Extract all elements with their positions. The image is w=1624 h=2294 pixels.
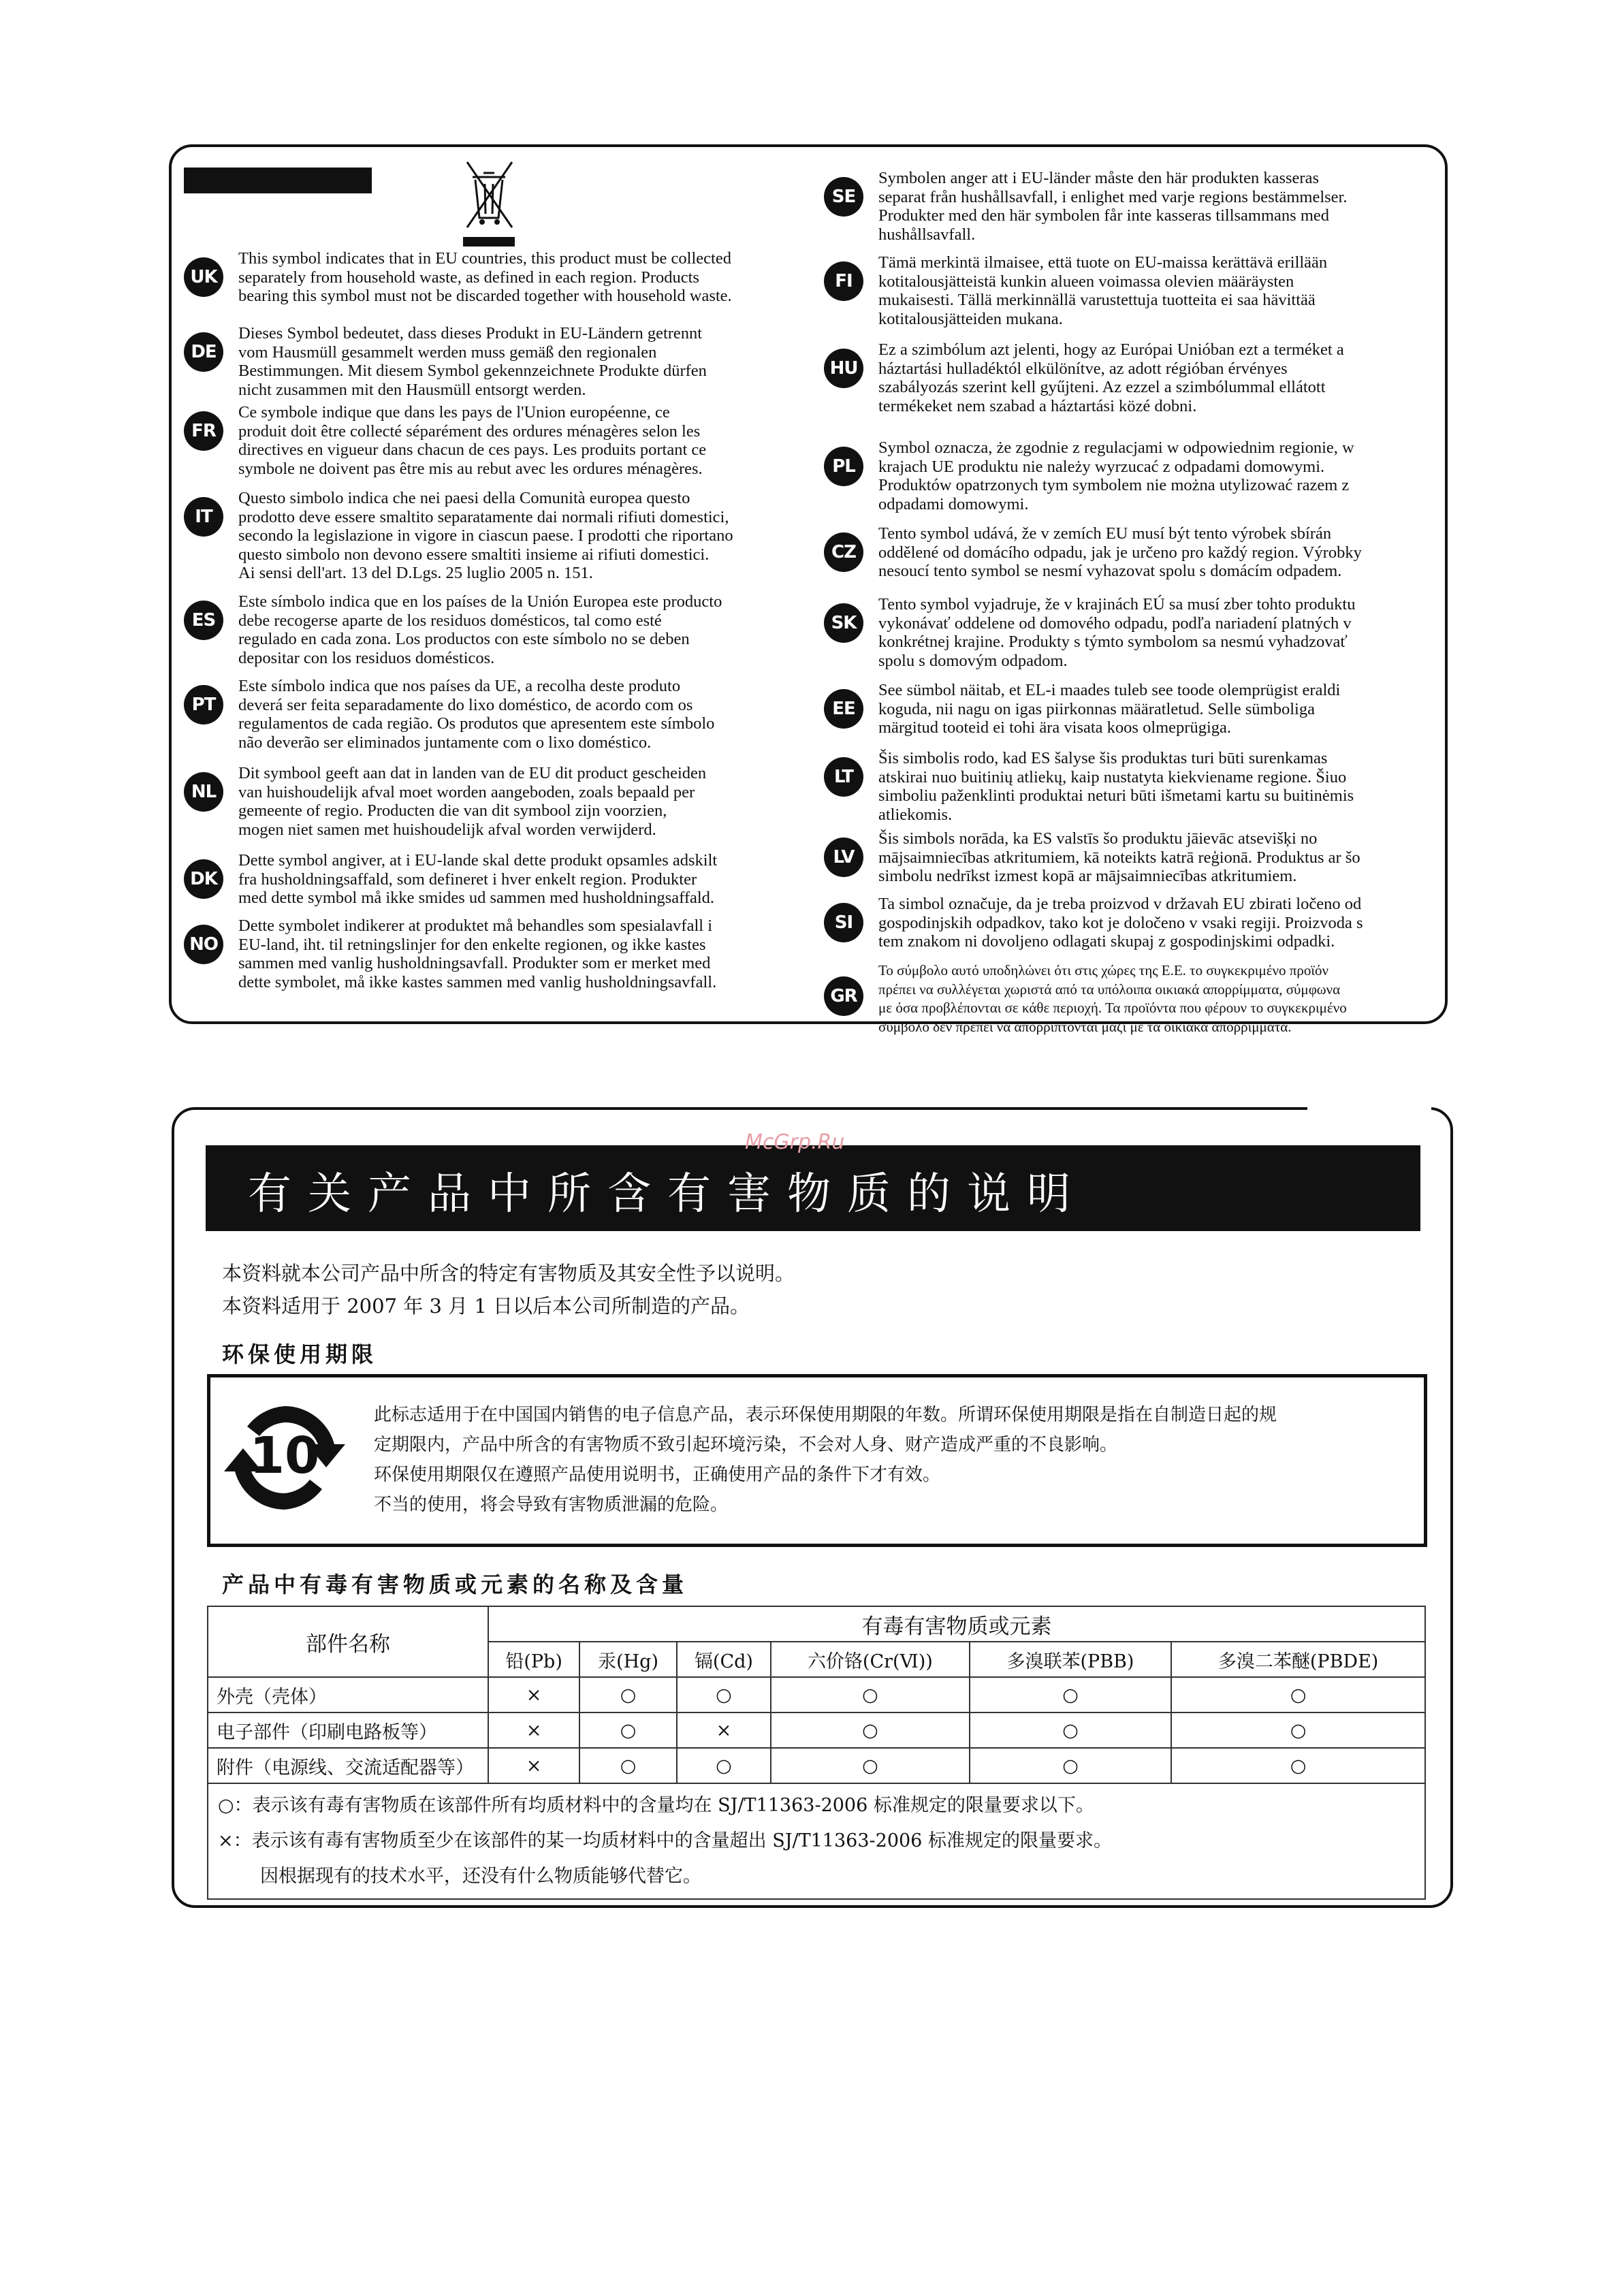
language-notice-text: Dieses Symbol bedeutet, dass dieses Produkt in EU-Ländern getrennt vom Hausmüll gesammelt werden muss gemäß den regionalen Bestimmungen. Mit diesem Symbol gekennzeichnete Produkte dürfen nicht zusammen mit den Hausmüll entsorgt werden. xyxy=(238,324,707,399)
language-notice-text: Ta simbol označuje, da je treba proizvod v državah EU zbirati ločeno od gospodinjskih odpadkov, tako kot je določeno v vsaki regiji. Proizvoda s tem znakom ni dovoljeno odlagati skupaj z gospodinjskimi odpadki. xyxy=(878,895,1363,951)
language-notice-text: See sümbol näitab, et EL-i maades tuleb see toode olemprügist eraldi koguda, nii nagu on igas piirkonnas määratletud. Selle sümboliga märgitud tooteid ei tohi ära visata koos olmeprügiga. xyxy=(878,681,1341,737)
language-entry-uk xyxy=(184,249,732,306)
language-entry-lv xyxy=(824,829,1360,886)
notes-row xyxy=(208,1783,1425,1899)
language-code-badge: LV xyxy=(824,838,863,877)
table-body xyxy=(208,1677,1425,1899)
substance-status-cell: ○ xyxy=(1171,1748,1425,1783)
language-code-badge: DK xyxy=(184,859,223,899)
language-code-badge: UK xyxy=(184,257,223,297)
part-name-cell: 附件（电源线、交流适配器等） xyxy=(208,1748,488,1783)
language-code-badge: PT xyxy=(184,685,223,724)
substance-status-cell: ○ xyxy=(970,1748,1172,1783)
watermark: McGrp.Ru xyxy=(745,1130,845,1154)
substance-column-header: 汞(Hg) xyxy=(579,1642,677,1677)
weee-header-bar xyxy=(184,168,372,193)
substance-column-header: 多溴联苯(PBB) xyxy=(970,1642,1172,1677)
language-code-badge: IT xyxy=(184,497,223,537)
language-notice-text: Tento symbol udává, že v zemích EU musí být tento výrobek sbírán oddělené od domácího odpadu, jak je určeno pro každý region. Výrobky nesoucí tento symbol se nesmí vyhazovat spolu s domácím odpadem. xyxy=(878,524,1362,581)
part-name-cell: 外壳（壳体） xyxy=(208,1677,488,1712)
substance-status-cell: ○ xyxy=(970,1712,1172,1748)
substance-status-cell: ○ xyxy=(677,1748,771,1783)
language-entry-dk xyxy=(184,851,717,908)
language-notice-text: Este símbolo indica que en los países de la Unión Europea este producto debe recogerse aparte de los residuos domésticos, tal como esté regulado en cada zona. Los productos con este símbolo no se deben depositar con los residuos domésticos. xyxy=(238,592,722,667)
weee-notice-box xyxy=(169,144,1448,1035)
substance-group-header: 有毒有害物质或元素 xyxy=(488,1606,1425,1642)
border-gap xyxy=(1307,1104,1431,1114)
language-code-badge: NL xyxy=(184,772,223,812)
language-notice-text: This symbol indicates that in EU countries, this product must be collected separately from household waste, as defined in each region. Products bearing this symbol must not be discarded together with household waste. xyxy=(238,249,732,306)
language-code-badge: NO xyxy=(184,925,223,964)
language-entry-no xyxy=(184,917,716,991)
epup-text-line: 此标志适用于在中国国内销售的电子信息产品，表示环保使用期限的年数。所谓环保使用期限是指在自制造日起的规 xyxy=(374,1405,1277,1425)
epup-logo-number: 10 xyxy=(249,1427,320,1485)
substance-status-cell: ○ xyxy=(970,1677,1172,1712)
epup-text-line: 环保使用期限仅在遵照产品使用说明书，正确使用产品的条件下才有效。 xyxy=(374,1465,941,1485)
substance-status-cell: × xyxy=(677,1712,771,1748)
language-notice-text: Dette symbol angiver, at i EU-lande skal dette produkt opsamles adskilt fra husholdningsaffald, som defineret i hver enkelt region. Produkter med dette symbol må ikke smides ud sammen med husholdningsaffald. xyxy=(238,851,718,908)
language-entry-de xyxy=(184,324,707,399)
substance-column-header: 镉(Cd) xyxy=(677,1642,771,1677)
language-entry-es xyxy=(184,592,722,667)
substance-status-cell: ○ xyxy=(579,1712,677,1748)
language-notice-text: Ez a szimbólum azt jelenti, hogy az Európai Unióban ezt a terméket a háztartási hulladéktól elkülönítve, az adott régióban érvényes szabályozás szerint kell gyűjteni. Az ezzel a szimbólummal ellátott termékeket nem szabad a háztartási közé dobni. xyxy=(878,340,1344,415)
language-notice-text: Symbolen anger att i EU-länder måste den här produkten kasseras separat från hushållsavfall, i enlighet med varje regions bestämmelser. Produkter med den här symbolen får inte kasseras tillsammans med hushållsavfall. xyxy=(878,169,1348,244)
language-entry-it xyxy=(184,489,733,583)
language-code-badge: CZ xyxy=(824,532,863,572)
language-code-badge: SI xyxy=(824,903,863,942)
language-code-badge: GR xyxy=(824,976,863,1016)
substance-column-header: 铅(Pb) xyxy=(488,1642,579,1677)
part-name-header: 部件名称 xyxy=(208,1606,488,1677)
language-notice-text: Dit symbool geeft aan dat in landen van de EU dit product gescheiden van huishoudelijk afval moet worden aangeboden, zoals bepaald per gemeente of regio. Producten die van dit symbool zijn voorzien, mogen niet samen met huishoudelijk afval worden verwijderd. xyxy=(238,764,707,839)
intro-line: 本资料适用于 2007 年 3 月 1 日以后本公司所制造的产品。 xyxy=(222,1294,750,1318)
language-notice-text: Este símbolo indica que nos países da UE, a recolha deste produto deverá ser feita separadamente do lixo doméstico, de acordo com os regulamentos de cada região. Os produtos que apresentem este símbolo não deverão ser eliminados juntamente com o lixo doméstico. xyxy=(238,677,715,752)
substance-status-cell: × xyxy=(488,1712,579,1748)
language-entry-si xyxy=(824,895,1363,951)
substance-status-cell: ○ xyxy=(1171,1712,1425,1748)
table-row xyxy=(208,1748,1425,1783)
substance-column-header: 六价铬(Cr(Ⅵ)) xyxy=(771,1642,970,1677)
language-entry-ee xyxy=(824,681,1340,737)
rohs-title: 有关产品中所含有害物质的说明 xyxy=(248,1169,1087,1220)
language-entry-pt xyxy=(184,677,714,752)
language-code-badge: SK xyxy=(824,603,863,643)
language-entry-pl xyxy=(824,439,1354,513)
language-notice-text: Το σύμβολο αυτό υποδηλώνει ότι στις χώρες της Ε.Ε. το συγκεκριμένο προϊόν πρέπει να συλλέγεται χωριστά από τα υπόλοιπα οικιακά απορρίμματα, σύμφωνα με όσα προβλέπονται σε κάθε περιοχή. Τα προϊόντα που φέρουν το συγκεκριμένο σύμβολο δεν πρέπει να απορρίπτονται μαζί με τα οικιακά απορρίμματα. xyxy=(878,962,1347,1035)
notes-cell xyxy=(208,1783,1425,1899)
epup-box xyxy=(207,1374,1427,1547)
substance-status-cell: ○ xyxy=(771,1748,970,1783)
language-code-badge: FI xyxy=(824,261,863,301)
substance-status-cell: ○ xyxy=(677,1677,771,1712)
table-row xyxy=(208,1677,1425,1712)
language-entry-sk xyxy=(824,595,1355,670)
substance-status-cell: ○ xyxy=(771,1712,970,1748)
substance-status-cell: ○ xyxy=(771,1677,970,1712)
table-row xyxy=(208,1712,1425,1748)
epup-text-line: 定期限内，产品中所含的有害物质不致引起环境污染，不会对人身、财产造成严重的不良影响。 xyxy=(374,1435,1118,1455)
epup-heading: 环保使用期限 xyxy=(222,1341,378,1367)
language-notice-text: Šis simbolis rodo, kad ES šalyse šis produktas turi būti surenkamas atskirai nuo buitinių atliekų, kaip nustatyta kiekviename regione. Šiuo simboliu paženklinti produktai neturi būti išmetami kartu su buitinėmis atliekomis. xyxy=(878,749,1354,824)
language-code-badge: FR xyxy=(184,411,223,451)
substance-status-cell: × xyxy=(488,1748,579,1783)
environmental-use-period-logo-icon xyxy=(220,1397,349,1519)
intro-line: 本资料就本公司产品中所含的特定有害物质及其安全性予以说明。 xyxy=(222,1262,795,1285)
language-notice-text: Dette symbolet indikerer at produktet må behandles som spesialavfall i EU-land, iht. til retningslinjer for den enkelte regionen, og ikke kastes sammen med vanlig husholdningsavfall. Produkter som er merket med dette symbolet, må ikke kastes sammen med vanlig husholdningsavfall. xyxy=(238,917,717,991)
epup-text-line: 不当的使用，将会导致有害物质泄漏的危险。 xyxy=(374,1495,729,1515)
table-note: ×：表示该有毒有害物质至少在该部件的某一均质材料中的含量超出 SJ/T11363-2006 标准规定的限量要求。 xyxy=(218,1830,1112,1851)
language-entry-se xyxy=(824,169,1348,244)
language-notice-text: Tämä merkintä ilmaisee, että tuote on EU-maissa kerättävä erillään kotitalousjätteistä kunkin alueen voimassa olevien määräysten mukaisesti. Tällä merkinnällä varustettuja tuotteita ei saa hävittää kotitalousjätteiden mukana. xyxy=(878,253,1328,328)
part-name-cell: 电子部件（印刷电路板等） xyxy=(208,1712,488,1748)
language-entry-lt xyxy=(824,749,1354,824)
language-code-badge: PL xyxy=(824,447,863,486)
substance-status-cell: ○ xyxy=(579,1748,677,1783)
language-notice-text: Tento symbol vyjadruje, že v krajinách EÚ sa musí zber tohto produktu vykonávať oddelene od domového odpadu, podľa nariadení platných v konkrétnej krajine. Produkty s týmto symbolom sa nesmú vyhadzovať spolu s domovým odpadom. xyxy=(878,595,1356,670)
language-notice-text: Ce symbole indique que dans les pays de l'Union européenne, ce produit doit être collecté séparément des ordures ménagères selon les directives en vigueur dans chacun de ces pays. Les produits portant ce symbole ne doivent pas être mis au rebut avec les ordures ménagères. xyxy=(238,403,707,478)
china-rohs-box xyxy=(172,1107,1453,1908)
substance-status-cell: ○ xyxy=(1171,1677,1425,1712)
language-entry-fi xyxy=(824,253,1327,328)
substance-status-cell: ○ xyxy=(579,1677,677,1712)
table-heading: 产品中有毒有害物质或元素的名称及含量 xyxy=(222,1572,688,1597)
language-notice-text: Questo simbolo indica che nei paesi della Comunità europea questo prodotto deve essere smaltito separatamente dai normali rifiuti domestici, secondo la legislazione in vigore in ciascun paese. I prodotti che riportano questo simbolo non devono essere smaltiti insieme ai rifiuti domestici. Ai sensi dell'art. 13 del D.Lgs. 25 luglio 2005 n. 151. xyxy=(238,489,733,583)
language-code-badge: EE xyxy=(824,689,863,729)
crossed-out-bin-icon xyxy=(458,157,520,248)
language-code-badge: HU xyxy=(824,349,863,388)
language-entry-hu xyxy=(824,340,1344,415)
language-notice-text: Symbol oznacza, że zgodnie z regulacjami w odpowiednim regionie, w krajach UE produktu nie należy wyrzucać z odpadami domowymi. Produktów opatrzonych tym symbolem nie można utylizować razem z odpadami domowymi. xyxy=(878,439,1354,513)
language-entry-gr xyxy=(824,961,1347,1036)
language-entry-fr xyxy=(184,403,706,478)
language-code-badge: DE xyxy=(184,332,223,372)
hazardous-substances-table xyxy=(207,1606,1426,1900)
language-code-badge: ES xyxy=(184,601,223,640)
table-note: 因根据现有的技术水平，还没有什么物质能够代替它。 xyxy=(260,1866,701,1887)
language-code-badge: LT xyxy=(824,757,863,797)
language-entry-cz xyxy=(824,524,1362,581)
substance-status-cell: × xyxy=(488,1677,579,1712)
language-notice-text: Šis simbols norāda, ka ES valstīs šo produktu jāievāc atsevišķi no mājsaimniecības atkritumiem, kā noteikts katrā reģionā. Produktus ar šo simbolu nedrīkst izmest kopā ar mājsaimniecības atkritumiem. xyxy=(878,829,1360,886)
rohs-title-bar xyxy=(206,1145,1420,1231)
language-entry-nl xyxy=(184,764,706,839)
table-note: ○：表示该有毒有害物质在该部件所有均质材料中的含量均在 SJ/T11363-2006 标准规定的限量要求以下。 xyxy=(218,1795,1094,1816)
language-code-badge: SE xyxy=(824,177,863,217)
substance-column-header: 多溴二苯醚(PBDE) xyxy=(1171,1642,1425,1677)
